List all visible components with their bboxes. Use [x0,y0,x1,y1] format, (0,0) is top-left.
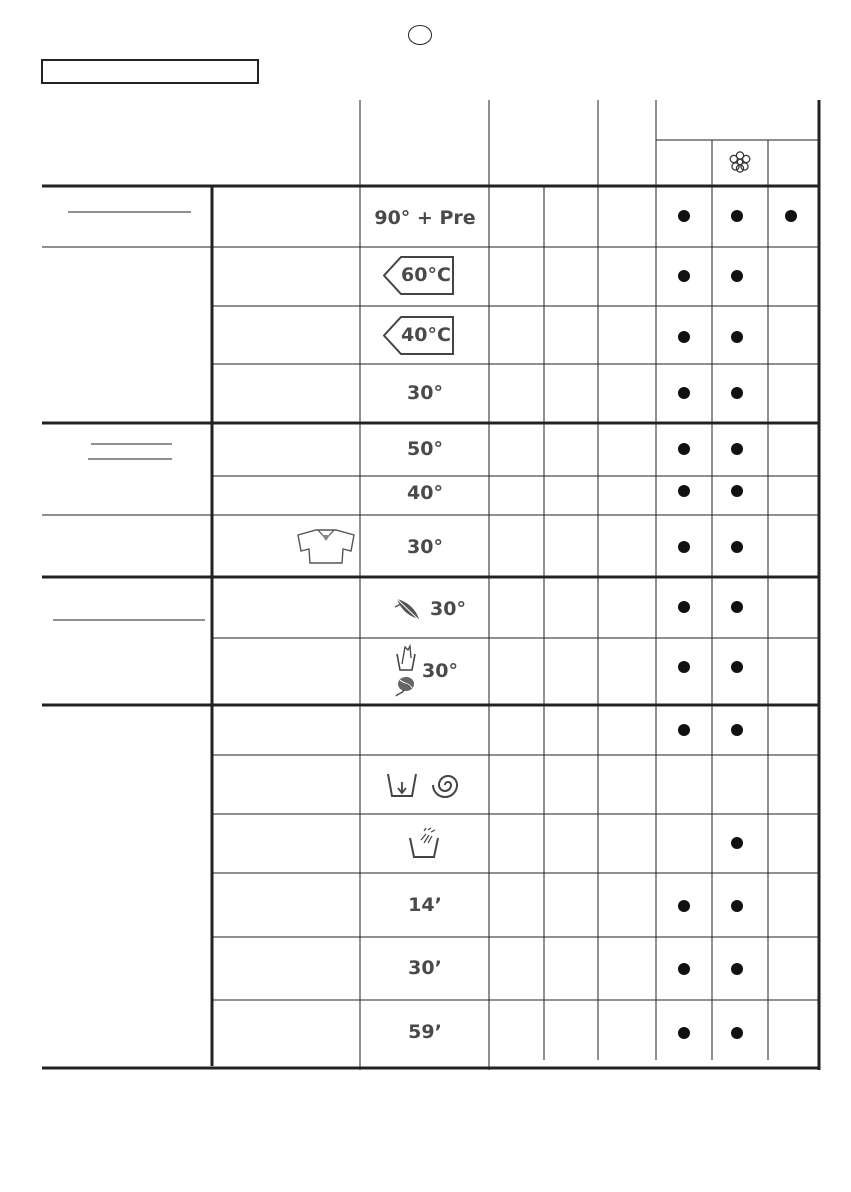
option-dot [731,837,743,849]
option-dot [731,541,743,553]
program-symbol-14: 30’ [408,957,442,979]
program-symbol-2: 60°C [401,264,451,286]
option-dot [731,485,743,497]
program-symbol-15: 59’ [408,1021,442,1043]
program-symbol-13: 14’ [408,894,442,916]
option-dot [731,331,743,343]
program-symbol-7: 30° [407,536,443,558]
option-dot [678,485,690,497]
option-dot [731,900,743,912]
flower-icon [728,150,752,174]
option-dot [678,210,690,222]
option-dot [731,724,743,736]
option-dot [731,601,743,613]
option-dot [678,1027,690,1039]
option-dot [678,541,690,553]
program-symbol-9: 30° [422,660,458,682]
option-dot [678,724,690,736]
program-symbol-5: 50° [407,438,443,460]
shirt-icon [296,527,356,565]
drain-spin-icon [385,768,465,802]
dots-layer [678,210,797,1039]
option-dot [731,1027,743,1039]
option-dot [731,661,743,673]
program-symbol-1: 90° + Pre [374,207,476,229]
option-dot [785,210,797,222]
program-symbol-6: 40° [407,482,443,504]
option-dot [731,963,743,975]
program-symbol-3: 40°C [401,324,451,346]
option-dot [678,270,690,282]
option-dot [731,387,743,399]
option-dot [678,443,690,455]
feather-icon [393,597,423,623]
option-dot [678,601,690,613]
rinse-icon [408,826,440,860]
option-dot [678,661,690,673]
option-dot [731,270,743,282]
table-grid [42,100,819,1070]
option-dot [731,210,743,222]
program-symbol-8: 30° [430,598,466,620]
option-dot [731,443,743,455]
program-symbol-4: 30° [407,382,443,404]
option-dot [678,963,690,975]
option-dot [678,900,690,912]
option-dot [678,331,690,343]
option-dot [678,387,690,399]
handwash-wool-icon [392,644,422,700]
